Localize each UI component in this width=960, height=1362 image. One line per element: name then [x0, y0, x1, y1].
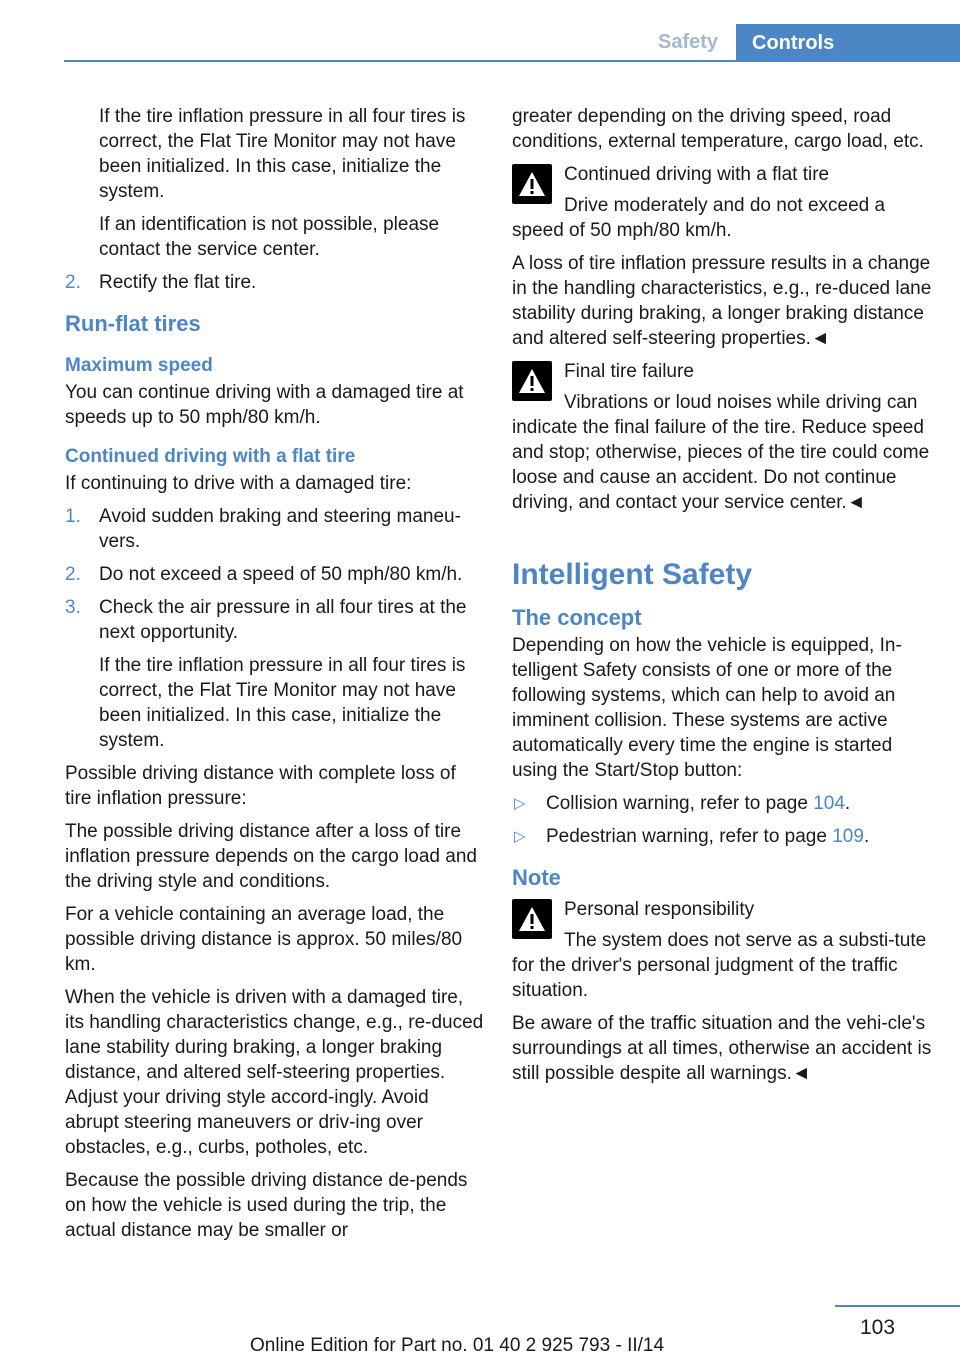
list-item-end: . — [863, 826, 870, 847]
warning-title: Personal responsibility — [564, 899, 755, 920]
paragraph-possible-distance: Possible driving distance with complete loss of tire inflation pressure: — [65, 763, 456, 809]
list-item-step-2 — [65, 270, 485, 295]
warning-text: Vibrations or loud noises while driving can indicate the final failure of the tire. Reduce speed and stop; otherwise, pieces of the tire could come loose and cause an accident. Do not continue driving, and contact your service center.◄ — [512, 392, 930, 513]
heading-the-concept: The concept — [512, 605, 642, 630]
warning-triangle-icon — [512, 164, 552, 204]
paragraph-damaged-tire: When the vehicle is driven with a damaged tire, its handling characteristics change, e.g., re‐duced lane stability during braking, a longer braking distance, and altered self-steering properties. Adjust your driving style accord‐ingly. Avoid abrupt steering maneuvers or driv‐ing over obstacles, e.g., curbs, potholes, etc. — [65, 987, 484, 1158]
page-link-104[interactable]: 104 — [813, 793, 845, 814]
list-item-end: . — [844, 793, 851, 814]
warning-text: The system does not serve as a substi‐tute for the driver's personal judgment of the traffic situation. — [512, 930, 927, 1001]
bullet-triangle-icon: ▷ — [514, 795, 526, 812]
footer-rule — [835, 1305, 960, 1307]
list-item-text: Rectify the flat tire. — [99, 272, 257, 293]
paragraph-concept: Depending on how the vehicle is equipped, In‐telligent Safety consists of one or more of the following systems, which can help to avoid an imminent collision. These systems are active automatically every time the engine is started using the Start/Stop button: — [512, 635, 902, 781]
warning-title: Final tire failure — [564, 361, 694, 382]
list-number: 1. — [65, 506, 81, 527]
warning-text: Drive moderately and do not exceed a speed of 50 mph/80 km/h. — [512, 195, 886, 241]
tab-safety: Safety — [657, 30, 719, 53]
list-item-text: Collision warning, refer to page — [546, 793, 814, 814]
warning-title: Continued driving with a flat tire — [564, 164, 830, 185]
tab-controls: Controls — [736, 24, 960, 62]
list-item — [65, 504, 485, 554]
paragraph-if-continuing: If continuing to drive with a damaged tire: — [65, 473, 412, 494]
paragraph-init-2: If the tire inflation pressure in all four tires is correct, the Flat Tire Monitor may not have been initialized. In this case, initialize the system. — [99, 655, 466, 751]
paragraph-depends: The possible driving distance after a loss of tire inflation pressure depends on the cargo load and the driving style and conditions. — [65, 821, 477, 892]
heading-maximum-speed: Maximum speed — [65, 355, 213, 376]
warning-block-final-failure — [512, 359, 932, 515]
page-number: 103 — [860, 1316, 896, 1339]
list-item-text: Check the air pressure in all four tires at the next opportunity. — [99, 597, 467, 643]
list-number: 3. — [65, 597, 81, 618]
paragraph-average-load: For a vehicle containing an average load, the possible driving distance is approx. 50 miles/80 km. — [65, 904, 463, 975]
paragraph-because: Because the possible driving distance de‐pends on how the vehicle is used during the trip, the actual distance may be smaller or — [65, 1170, 468, 1241]
list-item — [65, 562, 485, 587]
heading-continued-driving: Continued driving with a flat tire — [65, 446, 356, 467]
list-item-text: Pedestrian warning, refer to page — [546, 826, 833, 847]
list-number: 2. — [65, 564, 81, 585]
paragraph-aware: Be aware of the traffic situation and the vehi‐cle's surroundings at all times, otherwise an accident is still possible despite all warnings.◄ — [512, 1013, 932, 1084]
heading-note: Note — [512, 865, 561, 890]
header-rule — [64, 60, 960, 62]
page-link-109[interactable]: 109 — [832, 826, 864, 847]
list-item-pedestrian-warning — [512, 824, 932, 849]
footer-edition: Online Edition for Part no. 01 40 2 925 793 - II/14 — [250, 1335, 665, 1356]
left-column — [65, 104, 485, 1251]
list-item-text: Do not exceed a speed of 50 mph/80 km/h. — [99, 564, 463, 585]
right-column — [512, 104, 932, 1094]
paragraph-max-speed: You can continue driving with a damaged tire at speeds up to 50 mph/80 km/h. — [65, 382, 464, 428]
paragraph-identification: If an identification is not possible, please contact the service center. — [99, 214, 440, 260]
warning-triangle-icon — [512, 899, 552, 939]
list-item-text: Avoid sudden braking and steering maneu‐vers. — [99, 506, 461, 552]
paragraph-init-1: If the tire inflation pressure in all four tires is correct, the Flat Tire Monitor may not have been initialized. In this case, initialize the system. — [99, 106, 466, 202]
heading-intelligent-safety: Intelligent Safety — [512, 558, 753, 591]
list-number: 2. — [65, 272, 81, 293]
warning-triangle-icon — [512, 361, 552, 401]
warning-block-flat-tire — [512, 162, 932, 243]
list-item-collision-warning — [512, 791, 932, 816]
paragraph-greater: greater depending on the driving speed, road conditions, external temperature, cargo load, etc. — [512, 106, 924, 152]
list-item — [65, 595, 485, 645]
warning-block-personal-responsibility — [512, 897, 932, 1003]
heading-run-flat-tires: Run-flat tires — [65, 311, 201, 336]
paragraph-loss: A loss of tire inflation pressure results in a change in the handling characteristics, e.g., re‐duced lane stability during braking, a longer braking distance and altered self-steering properties.◄ — [512, 253, 932, 349]
bullet-triangle-icon: ▷ — [514, 828, 526, 845]
